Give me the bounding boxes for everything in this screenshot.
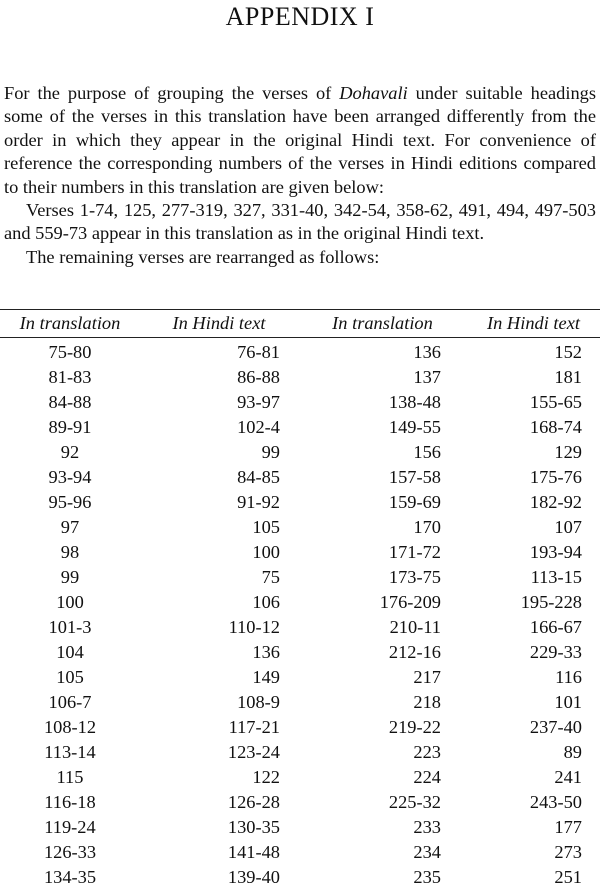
intro-text (4, 82, 596, 269)
verse-concordance-table (0, 309, 600, 890)
table-cell: 155-65 (467, 390, 600, 415)
table-cell: 168-74 (467, 415, 600, 440)
table-row (0, 465, 600, 490)
table-cell: 170 (298, 515, 467, 540)
table-row (0, 815, 600, 840)
table-row (0, 640, 600, 665)
intro-text-part: For the purpose of grouping the verses of (4, 83, 339, 103)
table-cell: 136 (298, 338, 467, 366)
table-cell: 136 (140, 640, 298, 665)
table-cell: 113-14 (0, 740, 140, 765)
table-row (0, 490, 600, 515)
table-cell: 117-21 (140, 715, 298, 740)
table-cell: 89-91 (0, 415, 140, 440)
table-cell: 100 (0, 590, 140, 615)
table-cell: 182-92 (467, 490, 600, 515)
table-cell: 106-7 (0, 690, 140, 715)
table-cell: 177 (467, 815, 600, 840)
table-cell: 159-69 (298, 490, 467, 515)
table-cell: 224 (298, 765, 467, 790)
table-cell: 234 (298, 840, 467, 865)
table-cell: 81-83 (0, 365, 140, 390)
table-row (0, 665, 600, 690)
table-row (0, 515, 600, 540)
intro-text-part: under suitable headings some of the verses in this translation have been arranged differently from the order in which they appear in the original Hindi text. For convenience of reference the corresponding numbers of the verses in Hindi editions compared to their numbers in this translation are given below: (4, 83, 596, 197)
table-row (0, 715, 600, 740)
table-row (0, 540, 600, 565)
table-cell: 251 (467, 865, 600, 890)
table-cell: 106 (140, 590, 298, 615)
table-cell: 93-94 (0, 465, 140, 490)
table-cell: 84-85 (140, 465, 298, 490)
column-header: In Hindi text (140, 310, 298, 338)
book-title-italic: Dohavali (339, 83, 407, 103)
table-row (0, 615, 600, 640)
intro-paragraph-2: Verses 1-74, 125, 277-319, 327, 331-40, 342-54, 358-62, 491, 494, 497-503 and 559-73 appear in this translation as in the original Hindi text. (4, 199, 596, 246)
table-row (0, 338, 600, 366)
table-cell: 100 (140, 540, 298, 565)
table-cell: 95-96 (0, 490, 140, 515)
table-cell: 99 (140, 440, 298, 465)
table-cell: 123-24 (140, 740, 298, 765)
intro-paragraph-1 (4, 82, 596, 199)
table-cell: 119-24 (0, 815, 140, 840)
table-cell: 105 (140, 515, 298, 540)
table-cell: 104 (0, 640, 140, 665)
table-cell: 110-12 (140, 615, 298, 640)
table-cell: 233 (298, 815, 467, 840)
table-cell: 195-228 (467, 590, 600, 615)
table-cell: 217 (298, 665, 467, 690)
table-cell: 193-94 (467, 540, 600, 565)
table-cell: 108-9 (140, 690, 298, 715)
table-cell: 116-18 (0, 790, 140, 815)
table-row (0, 740, 600, 765)
table-cell: 115 (0, 765, 140, 790)
table-cell: 157-58 (298, 465, 467, 490)
table-row (0, 415, 600, 440)
table-row (0, 565, 600, 590)
table-cell: 91-92 (140, 490, 298, 515)
table-row (0, 840, 600, 865)
table-cell: 86-88 (140, 365, 298, 390)
table-cell: 84-88 (0, 390, 140, 415)
table-cell: 113-15 (467, 565, 600, 590)
table-cell: 235 (298, 865, 467, 890)
table-cell: 126-33 (0, 840, 140, 865)
column-header: In translation (298, 310, 467, 338)
table-cell: 101 (467, 690, 600, 715)
page-title: APPENDIX I (0, 2, 600, 32)
table-cell: 149 (140, 665, 298, 690)
table-cell: 141-48 (140, 840, 298, 865)
table-cell: 219-22 (298, 715, 467, 740)
table-cell: 225-32 (298, 790, 467, 815)
column-header: In translation (0, 310, 140, 338)
table-body (0, 338, 600, 890)
table-cell: 97 (0, 515, 140, 540)
table-row (0, 790, 600, 815)
table-cell: 134-35 (0, 865, 140, 890)
table-cell: 129 (467, 440, 600, 465)
table-cell: 99 (0, 565, 140, 590)
table-cell: 101-3 (0, 615, 140, 640)
table-cell: 138-48 (298, 390, 467, 415)
table-cell: 181 (467, 365, 600, 390)
table-cell: 175-76 (467, 465, 600, 490)
table-cell: 273 (467, 840, 600, 865)
table-cell: 116 (467, 665, 600, 690)
table-cell: 122 (140, 765, 298, 790)
table-cell: 212-16 (298, 640, 467, 665)
table-cell: 149-55 (298, 415, 467, 440)
table-cell: 108-12 (0, 715, 140, 740)
table-cell: 105 (0, 665, 140, 690)
table-cell: 166-67 (467, 615, 600, 640)
table-cell: 218 (298, 690, 467, 715)
table-cell: 130-35 (140, 815, 298, 840)
table-cell: 152 (467, 338, 600, 366)
table-cell: 92 (0, 440, 140, 465)
table-row (0, 690, 600, 715)
table-cell: 171-72 (298, 540, 467, 565)
table-cell: 126-28 (140, 790, 298, 815)
table-cell: 176-209 (298, 590, 467, 615)
table-row (0, 390, 600, 415)
table-cell: 102-4 (140, 415, 298, 440)
table-cell: 98 (0, 540, 140, 565)
table-cell: 107 (467, 515, 600, 540)
table-cell: 223 (298, 740, 467, 765)
table-cell: 139-40 (140, 865, 298, 890)
table-cell: 75 (140, 565, 298, 590)
table-cell: 237-40 (467, 715, 600, 740)
intro-paragraph-3: The remaining verses are rearranged as follows: (4, 246, 596, 269)
table-row (0, 865, 600, 890)
table-cell: 75-80 (0, 338, 140, 366)
table-cell: 156 (298, 440, 467, 465)
table-row (0, 765, 600, 790)
table-row (0, 440, 600, 465)
table-row (0, 590, 600, 615)
table-row (0, 365, 600, 390)
column-header: In Hindi text (467, 310, 600, 338)
table-cell: 76-81 (140, 338, 298, 366)
table-cell: 173-75 (298, 565, 467, 590)
table-cell: 89 (467, 740, 600, 765)
table-cell: 243-50 (467, 790, 600, 815)
table-cell: 229-33 (467, 640, 600, 665)
table-cell: 210-11 (298, 615, 467, 640)
table-cell: 137 (298, 365, 467, 390)
table-cell: 93-97 (140, 390, 298, 415)
table-header-row (0, 310, 600, 338)
table-cell: 241 (467, 765, 600, 790)
